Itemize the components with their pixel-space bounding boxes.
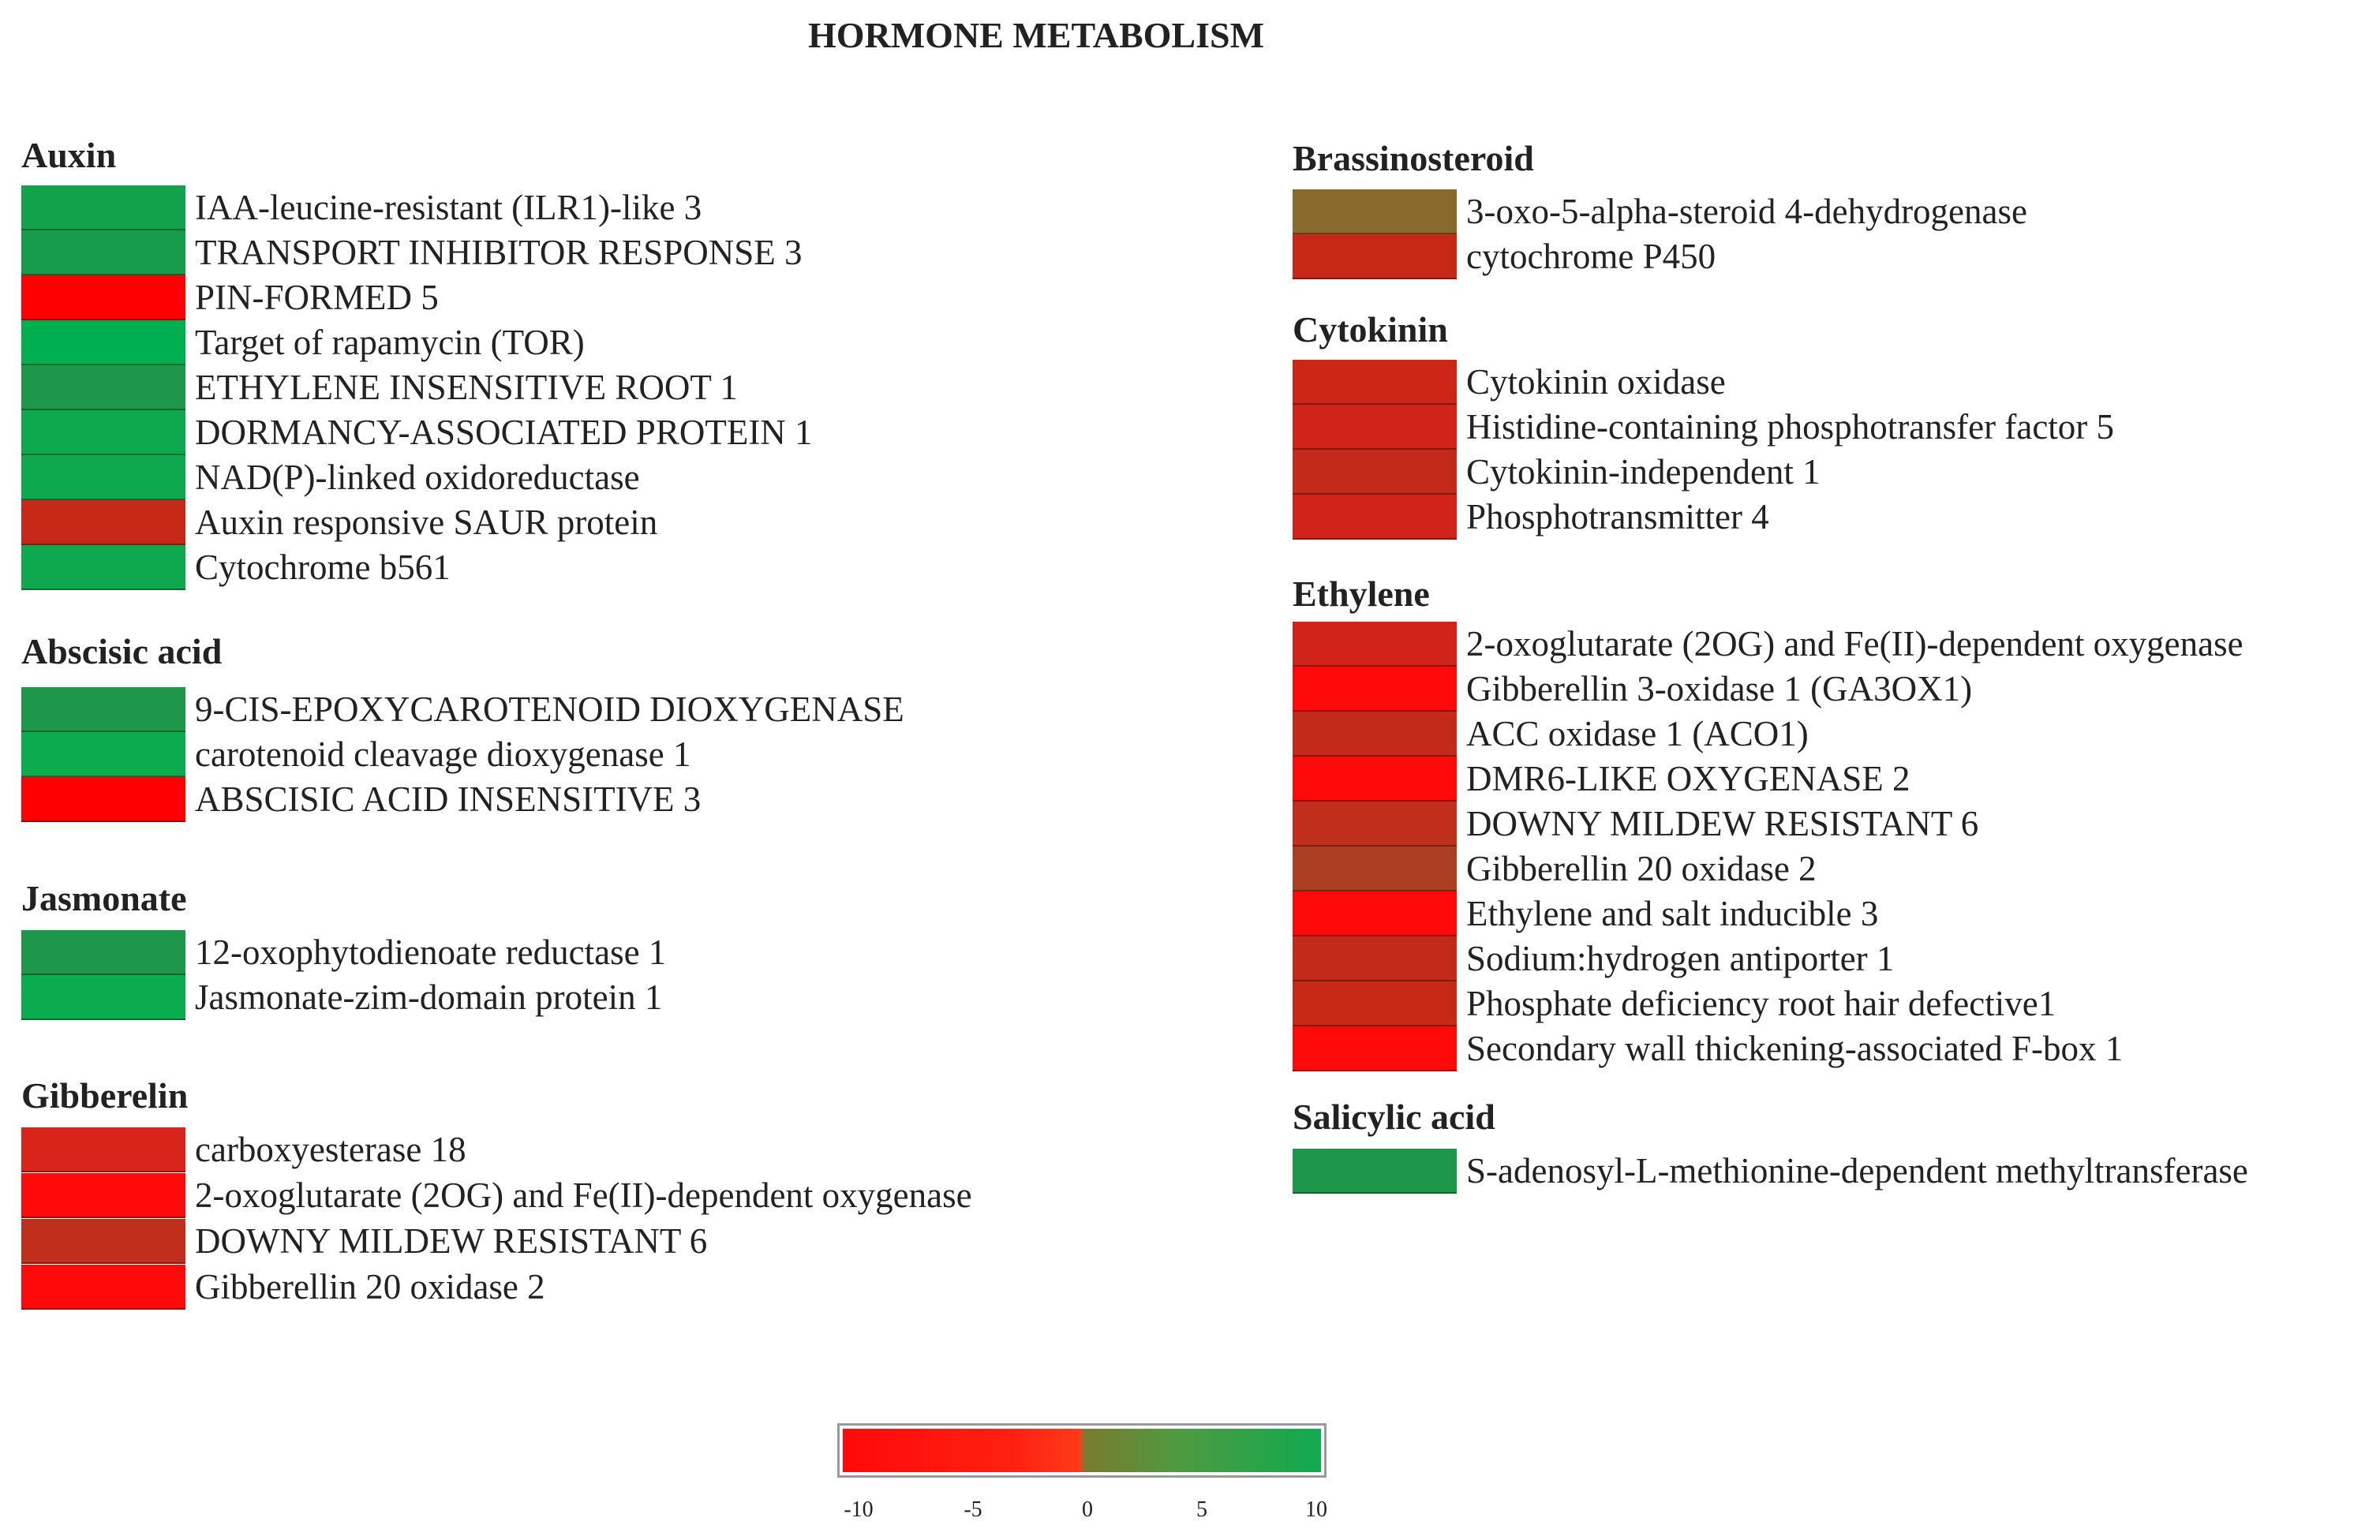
heatmap-row: [1293, 450, 1821, 495]
heatmap-cell: [1293, 405, 1457, 450]
heatmap-cell: [21, 365, 185, 410]
gene-label: Phosphotransmitter 4: [1466, 497, 1769, 536]
heatmap-row: [1293, 495, 1769, 540]
heatmap-cell: [1293, 936, 1457, 981]
heatmap-cell: [21, 230, 185, 275]
gene-label: Cytokinin oxidase: [1466, 362, 1726, 402]
gene-label: DORMANCY-ASSOCIATED PROTEIN 1: [195, 413, 813, 452]
heatmap-cell: [1293, 622, 1457, 667]
heatmap-row: [1293, 360, 1726, 405]
gene-label: 2-oxoglutarate (2OG) and Fe(II)-dependent oxygenase: [1466, 624, 2243, 663]
colorbar-tick-label: 10: [1305, 1497, 1327, 1522]
heatmap-cell: [1293, 1026, 1457, 1071]
heatmap-cell: [1293, 360, 1457, 405]
gene-label: Histidine-containing phosphotransfer factor 5: [1466, 407, 2115, 447]
heatmap-row: [21, 365, 738, 410]
gene-label: Phosphate deficiency root hair defective1: [1466, 984, 2056, 1023]
gene-label: Secondary wall thickening-associated F-box 1: [1466, 1029, 2124, 1068]
heatmap-row: [21, 687, 904, 732]
heatmap-row: [21, 777, 701, 822]
gene-label: Cytokinin-independent 1: [1466, 452, 1821, 492]
heatmap-row: [1293, 234, 1716, 279]
group-heading: Abscisic acid: [21, 631, 223, 671]
gene-label: ETHYLENE INSENSITIVE ROOT 1: [195, 368, 738, 407]
gene-label: Cytochrome b561: [195, 548, 451, 587]
heatmap-row: [1293, 405, 2114, 450]
group-heading: Cytokinin: [1293, 309, 1448, 349]
heatmap-row: [21, 275, 439, 320]
heatmap-row: [21, 930, 666, 975]
heatmap-row: [21, 545, 451, 590]
heatmap-row: [21, 230, 803, 275]
heatmap-row: [1293, 712, 1809, 757]
heatmap-row: [21, 455, 640, 500]
colorbar-tick-label: -5: [964, 1497, 982, 1522]
gene-label: S-adenosyl-L-methionine-dependent methyltransferase: [1466, 1151, 2248, 1191]
heatmap-cell: [21, 975, 185, 1020]
heatmap-row: [1293, 891, 1878, 936]
heatmap-row: [1293, 667, 1972, 712]
heatmap-row: [1293, 757, 1910, 802]
heatmap-row: [21, 500, 657, 545]
heatmap-row: [1293, 847, 1817, 891]
gene-label: DOWNY MILDEW RESISTANT 6: [195, 1221, 708, 1261]
heatmap-row: [21, 410, 813, 455]
gene-label: Gibberellin 3-oxidase 1 (GA3OX1): [1466, 669, 1973, 708]
heatmap-cell: [1293, 189, 1457, 234]
heatmap-cell: [1293, 712, 1457, 757]
gene-label: ABSCISIC ACID INSENSITIVE 3: [195, 779, 702, 819]
heatmap-cell: [1293, 891, 1457, 936]
heatmap-cell: [21, 1127, 185, 1172]
group-heading: Salicylic acid: [1293, 1097, 1495, 1137]
group-heading: Jasmonate: [21, 878, 187, 918]
gene-label: 2-oxoglutarate (2OG) and Fe(II)-dependent oxygenase: [195, 1176, 972, 1215]
heatmap-row: [21, 1219, 707, 1264]
heatmap-cell: [21, 1173, 185, 1218]
gene-label: carboxyesterase 18: [195, 1130, 466, 1169]
colorbar: [837, 1423, 1327, 1478]
gene-label: Gibberellin 20 oxidase 2: [1466, 849, 1817, 888]
heatmap-cell: [21, 545, 185, 590]
gene-label: Sodium:hydrogen antiporter 1: [1466, 939, 1895, 978]
group-heading: Gibberelin: [21, 1075, 189, 1116]
gene-label: Gibberellin 20 oxidase 2: [195, 1267, 545, 1306]
heatmap-cell: [21, 1265, 185, 1310]
colorbar-gradient: [843, 1429, 1321, 1472]
gene-label: DMR6-LIKE OXYGENASE 2: [1466, 759, 1910, 798]
gene-label: IAA-leucine-resistant (ILR1)-like 3: [195, 188, 702, 227]
heatmap-cell: [21, 930, 185, 975]
heatmap-cell: [21, 320, 185, 365]
group-heading: Ethylene: [1293, 574, 1430, 614]
heatmap-cell: [21, 687, 185, 732]
chart-title: HORMONE METABOLISM: [807, 15, 1264, 55]
heatmap-cell: [21, 732, 185, 777]
heatmap-row: [21, 1173, 972, 1218]
gene-label: PIN-FORMED 5: [195, 278, 439, 317]
heatmap-cell: [21, 777, 185, 822]
heatmap-row: [1293, 802, 1978, 847]
gene-label: Ethylene and salt inducible 3: [1466, 894, 1879, 933]
gene-label: cytochrome P450: [1466, 237, 1716, 276]
colorbar-tick-label: 0: [1082, 1497, 1093, 1522]
heatmap-row: [21, 1127, 466, 1172]
heatmap-cell: [1293, 450, 1457, 495]
heatmap-cell: [1293, 1149, 1457, 1194]
heatmap-cell: [21, 500, 185, 545]
heatmap-cell: [21, 1219, 185, 1264]
gene-label: ACC oxidase 1 (ACO1): [1466, 714, 1809, 753]
gene-label: 3-oxo-5-alpha-steroid 4-dehydrogenase: [1466, 192, 2027, 231]
heatmap-row: [1293, 1026, 2123, 1071]
heatmap-cell: [1293, 802, 1457, 847]
gene-label: 9-CIS-EPOXYCAROTENOID DIOXYGENASE: [195, 690, 904, 729]
heatmap-row: [21, 185, 702, 230]
heatmap-cell: [21, 455, 185, 500]
heatmap-cell: [1293, 667, 1457, 712]
gene-label: 12-oxophytodienoate reductase 1: [195, 933, 667, 972]
gene-label: DOWNY MILDEW RESISTANT 6: [1466, 804, 1979, 843]
heatmap-row: [1293, 622, 2243, 667]
colorbar-tick-label: 5: [1196, 1497, 1207, 1522]
gene-label: Auxin responsive SAUR protein: [195, 503, 658, 542]
heatmap-row: [1293, 981, 2056, 1026]
heatmap-cell: [21, 185, 185, 230]
heatmap-cell: [21, 275, 185, 320]
heatmap-row: [21, 732, 690, 777]
heatmap-row: [21, 320, 585, 365]
gene-label: Jasmonate-zim-domain protein 1: [195, 977, 663, 1017]
heatmap-row: [1293, 1149, 2248, 1194]
heatmap-row: [1293, 936, 1894, 981]
group-heading: Auxin: [21, 135, 117, 175]
heatmap-cell: [1293, 757, 1457, 802]
colorbar-tick-label: -10: [844, 1497, 874, 1522]
gene-label: NAD(P)-linked oxidoreductase: [195, 458, 640, 497]
heatmap-cell: [1293, 847, 1457, 891]
gene-label: carotenoid cleavage dioxygenase 1: [195, 734, 691, 774]
heatmap-row: [1293, 189, 2027, 234]
gene-label: TRANSPORT INHIBITOR RESPONSE 3: [195, 233, 803, 272]
heatmap-row: [21, 1265, 545, 1310]
heatmap-cell: [1293, 234, 1457, 279]
heatmap-cell: [21, 410, 185, 455]
heatmap-cell: [1293, 495, 1457, 540]
heatmap-cell: [1293, 981, 1457, 1026]
heatmap-row: [21, 975, 662, 1020]
group-heading: Brassinosteroid: [1293, 138, 1534, 178]
gene-label: Target of rapamycin (TOR): [195, 323, 585, 362]
